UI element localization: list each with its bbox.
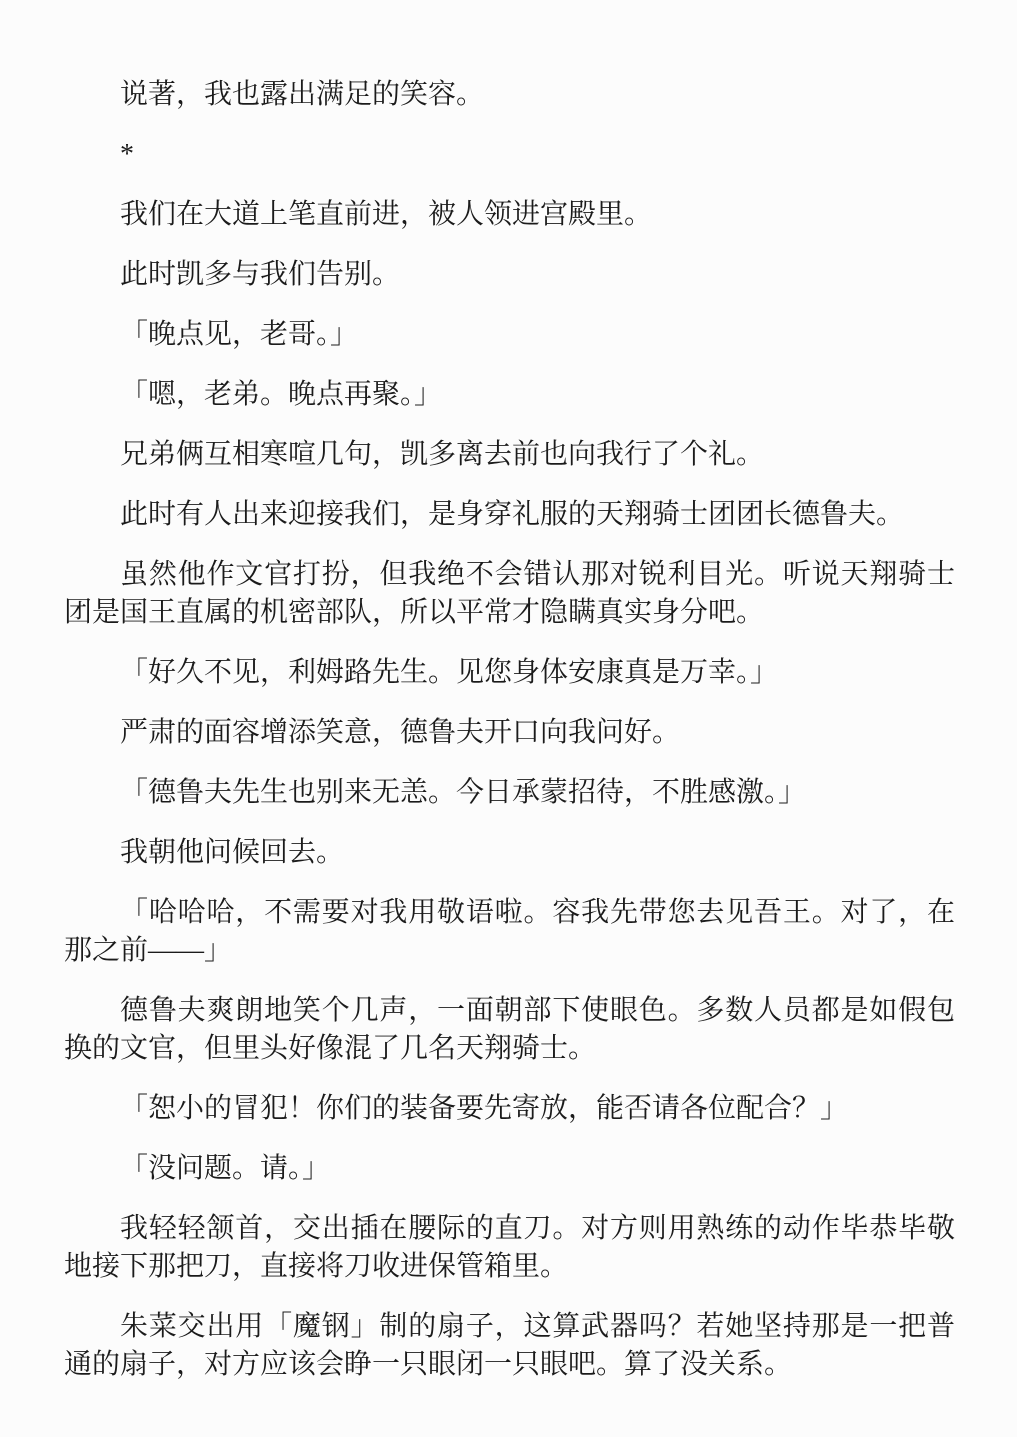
paragraph: 「恕小的冒犯！你们的装备要先寄放，能否请各位配合？」: [120, 1093, 849, 1124]
paragraph: 「没问题。请。」: [120, 1153, 331, 1184]
paragraph: 「德鲁夫先生也别来无恙。今日承蒙招待，不胜感激。」: [120, 777, 807, 808]
paragraph: 朱菜交出用「魔钢」制的扇子，这算武器吗？若她坚持那是一把普通的扇子，对方应该会睁一只眼闭一只眼吧。算了没关系。: [64, 1311, 955, 1380]
paragraph: 我轻轻颔首，交出插在腰际的直刀。对方则用熟练的动作毕恭毕敬地接下那把刀，直接将刀收进保管箱里。: [64, 1213, 955, 1282]
paragraph: 我们在大道上笔直前进，被人领进宫殿里。: [120, 199, 653, 230]
paragraph: 说著，我也露出满足的笑容。: [120, 79, 485, 110]
paragraph: 此时有人出来迎接我们，是身穿礼服的天翔骑士团团长德鲁夫。: [120, 499, 905, 530]
scene-separator: *: [120, 139, 134, 170]
paragraph: 兄弟俩互相寒喧几句，凯多离去前也向我行了个礼。: [120, 439, 765, 470]
paragraph: 「嗯，老弟。晚点再聚。」: [120, 379, 443, 410]
paragraph: 德鲁夫爽朗地笑个几声，一面朝部下使眼色。多数人员都是如假包换的文官，但里头好像混了几名天翔骑士。: [64, 995, 955, 1064]
paragraph: 严肃的面容增添笑意，德鲁夫开口向我问好。: [120, 717, 681, 748]
paragraph: 「哈哈哈，不需要对我用敬语啦。容我先带您去见吾王。对了，在那之前——」: [64, 897, 955, 966]
paragraph: 此时凯多与我们告别。: [120, 259, 401, 290]
paragraph: 我朝他问候回去。: [120, 837, 345, 868]
paragraph: 虽然他作文官打扮，但我绝不会错认那对锐利目光。听说天翔骑士团是国王直属的机密部队，所以平常才隐瞒真实身分吧。: [64, 559, 955, 628]
novel-text: [64, 76, 955, 1384]
paragraph: 「晚点见，老哥。」: [120, 319, 359, 350]
paragraph: 「好久不见，利姆路先生。见您身体安康真是万幸。」: [120, 657, 779, 688]
